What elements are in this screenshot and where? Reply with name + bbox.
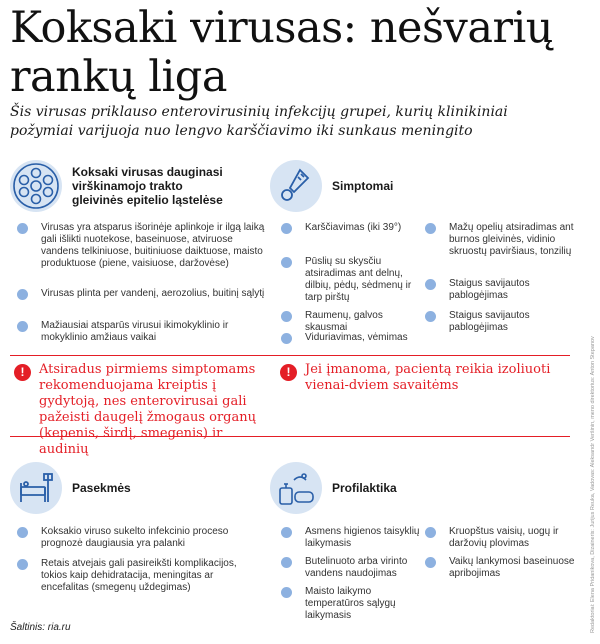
bullet-icon bbox=[281, 587, 292, 598]
bullet-icon bbox=[17, 289, 28, 300]
list-item: Karščiavimas (iki 39°) bbox=[281, 222, 401, 234]
list-item: Mažų opelių atsiradimas ant burnos gleivinės, vidinio skruostų paviršiaus, tonzilių bbox=[425, 222, 575, 258]
virus-cells-icon bbox=[10, 160, 62, 212]
list-item: Retais atvejais gali pasireikšti komplikacijos, tokios kaip dehidratacija, meningitas ar encefalitas (smegenų uždegimas) bbox=[17, 558, 257, 594]
hygiene-products-icon bbox=[270, 462, 322, 514]
exclamation-icon: ! bbox=[14, 364, 31, 381]
list-item: Koksakio viruso sukelto infekcinio proceso prognozė daugiausia yra palanki bbox=[17, 526, 257, 550]
thermometer-icon bbox=[270, 160, 322, 212]
page-subtitle: Šis virusas priklauso enterovirusinių infekcijų grupei, kurių klinikiniai požymiai varijuoja nuo lengvo karščiavimo iki sunkaus meningito bbox=[10, 104, 508, 139]
bullet-icon bbox=[17, 527, 28, 538]
list-item: Asmens higienos taisyklių laikymasis bbox=[281, 526, 421, 550]
prevention-section-heading: Profilaktika bbox=[332, 481, 397, 495]
hospital-bed-icon bbox=[10, 462, 62, 514]
exclamation-icon: ! bbox=[280, 364, 297, 381]
consequences-section-heading: Pasekmės bbox=[72, 481, 131, 495]
list-item: Butelinuoto arba virinto vandens naudojimas bbox=[281, 556, 421, 580]
virus-section-heading: Koksaki virusas dauginasi virškinamojo trakto gleivinės epitelio ląstelėse bbox=[72, 165, 223, 207]
bullet-icon bbox=[281, 557, 292, 568]
virus-section-header bbox=[10, 160, 237, 212]
list-item: Viduriavimas, vėmimas bbox=[281, 332, 408, 344]
list-item: Maisto laikymo temperatūros sąlygų laikymasis bbox=[281, 586, 421, 622]
bullet-icon bbox=[425, 311, 436, 322]
prevention-section-header bbox=[270, 462, 397, 514]
list-item: Staigus savijautos pablogėjimas bbox=[425, 310, 575, 334]
page-title: Koksaki virusas: nešvarių rankų liga bbox=[10, 3, 553, 102]
list-item: Virusas plinta per vandenį, aerozolius, buitinį sąlytį bbox=[17, 288, 264, 300]
source-note: Šaltinis: ria.ru bbox=[10, 622, 71, 633]
list-item: Pūslių su skysčiu atsiradimas ant delnų, dilbių, pėdų, sėdmenų ir tarp pirštų bbox=[281, 256, 421, 304]
bullet-icon bbox=[17, 321, 28, 332]
symptoms-section-header bbox=[270, 160, 393, 212]
symptoms-section-heading: Simptomai bbox=[332, 179, 394, 193]
bullet-icon bbox=[17, 223, 28, 234]
warning-box bbox=[10, 355, 570, 457]
bullet-icon bbox=[281, 257, 292, 268]
list-item: Vaikų lankymosi baseinuose apribojimas bbox=[425, 556, 575, 580]
consequences-section-header bbox=[10, 462, 131, 514]
list-item: Mažiausiai atsparūs virusui ikimokyklinio ir mokyklinio amžiaus vaikai bbox=[17, 320, 267, 344]
bullet-icon bbox=[281, 333, 292, 344]
bullet-icon bbox=[425, 223, 436, 234]
list-item: Staigus savijautos pablogėjimas bbox=[425, 278, 575, 302]
bullet-icon bbox=[281, 223, 292, 234]
list-item: Raumenų, galvos skausmai bbox=[281, 310, 421, 334]
bullet-icon bbox=[281, 311, 292, 322]
warning-isolation: ! Jei įmanoma, pacientą reikia izoliuoti vienai-dviem savaitėms bbox=[280, 362, 560, 394]
bullet-icon bbox=[425, 279, 436, 290]
warning-doctor: ! Atsiradus pirmiems simptomams rekomenduojama kreiptis į gydytoją, nes enterovirusai gali pažeisti daugelį žmogaus organų (kepenis, širdį, smegenis) ir audinių bbox=[14, 362, 276, 458]
bullet-icon bbox=[425, 527, 436, 538]
bullet-icon bbox=[17, 559, 28, 570]
list-item: Kruopštus vaisių, uogų ir daržovių plovimas bbox=[425, 526, 575, 550]
bullet-icon bbox=[425, 557, 436, 568]
bullet-icon bbox=[281, 527, 292, 538]
credits-text: Redaktoriai: Elena Pridanikova, Dizaineris: Jurijus Reuka, Vadovas: Aleksandr Veršinin, meno direktorius: Anton Stepanov bbox=[590, 336, 596, 633]
list-item: Virusas yra atsparus išorinėje aplinkoje ir ilgą laiką gali išlikti nuotekose, baseinuose, atviruose vandens telkiniuose, buitiniuose daiktuose, maisto produktuose (piene, vaisiuose, daržovėse) bbox=[17, 222, 267, 270]
